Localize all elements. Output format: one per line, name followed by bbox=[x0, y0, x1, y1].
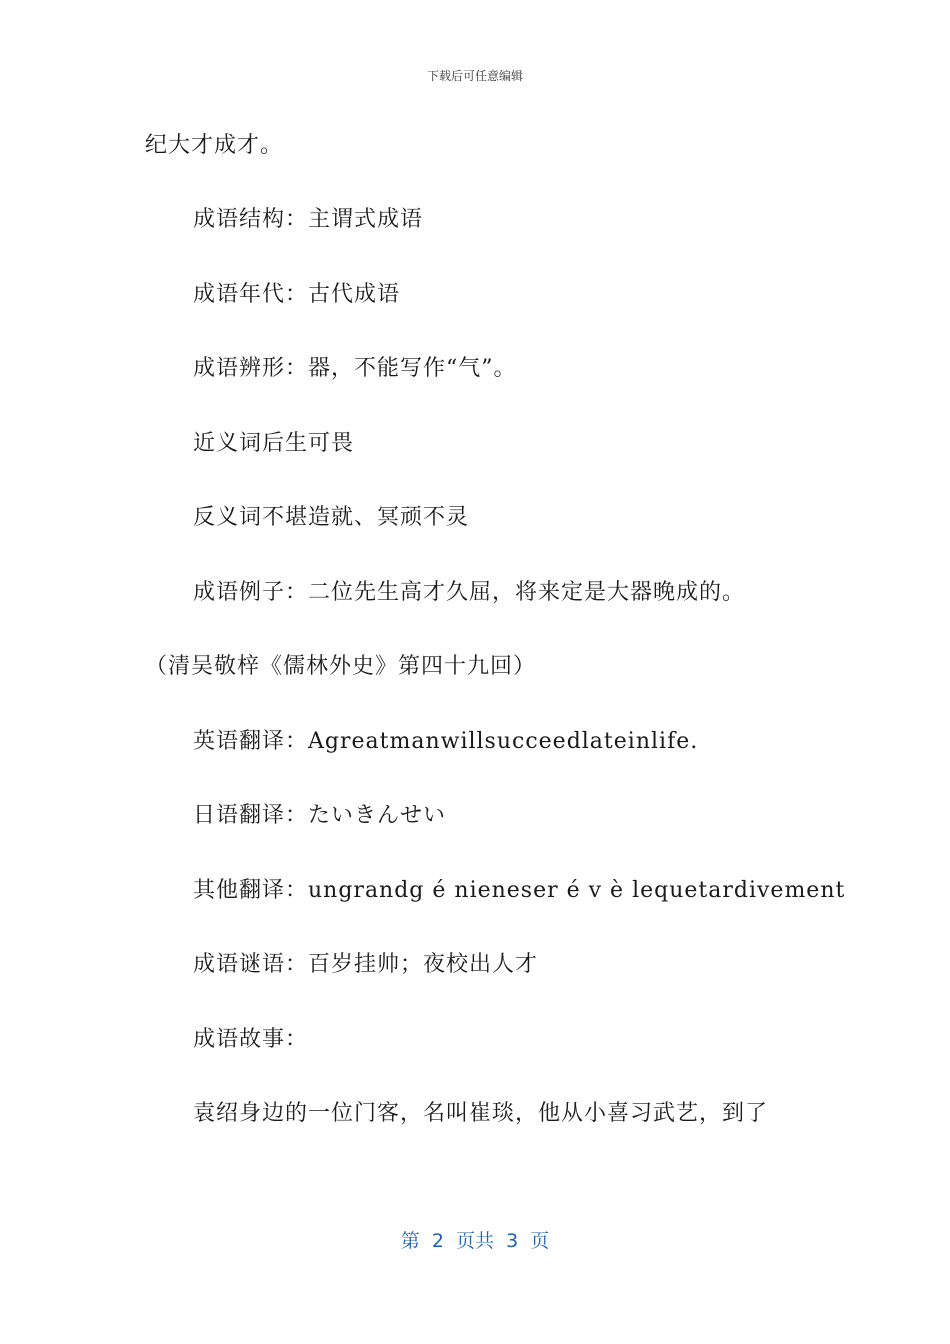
body-line-story-heading: 成语故事： bbox=[193, 1027, 309, 1052]
page-footer: 第 2 页共 3 页 bbox=[400, 1230, 550, 1252]
body-line-english: 英语翻译：Agreatmanwillsucceedlateinlife. bbox=[193, 729, 699, 754]
body-line-other: 其他翻译：ungrandg é nieneser é v è lequetardivement bbox=[193, 878, 846, 903]
body-line-japanese: 日语翻译：たいきんせい bbox=[193, 803, 447, 828]
body-line-antonym: 反义词不堪造就、冥顽不灵 bbox=[193, 505, 470, 530]
body-line-form: 成语辨形：器，不能写作“气”。 bbox=[193, 356, 517, 381]
body-line-synonym: 近义词后生可畏 bbox=[193, 431, 355, 456]
page-header: 下载后可任意编辑 bbox=[426, 69, 523, 83]
body-line-example-source: （清吴敬梓《儒林外史》第四十九回） bbox=[145, 654, 537, 679]
body-line-story: 袁绍身边的一位门客，名叫崔琰，他从小喜习武艺，到了 bbox=[193, 1101, 769, 1126]
body-line-example: 成语例子：二位先生高才久屈，将来定是大器晚成的。 bbox=[193, 580, 746, 605]
body-line-continuation: 纪大才成才。 bbox=[145, 133, 284, 158]
body-line-structure: 成语结构：主谓式成语 bbox=[193, 207, 424, 232]
body-line-riddle: 成语谜语：百岁挂帅；夜校出人才 bbox=[193, 952, 539, 977]
body-line-era: 成语年代：古代成语 bbox=[193, 282, 401, 307]
